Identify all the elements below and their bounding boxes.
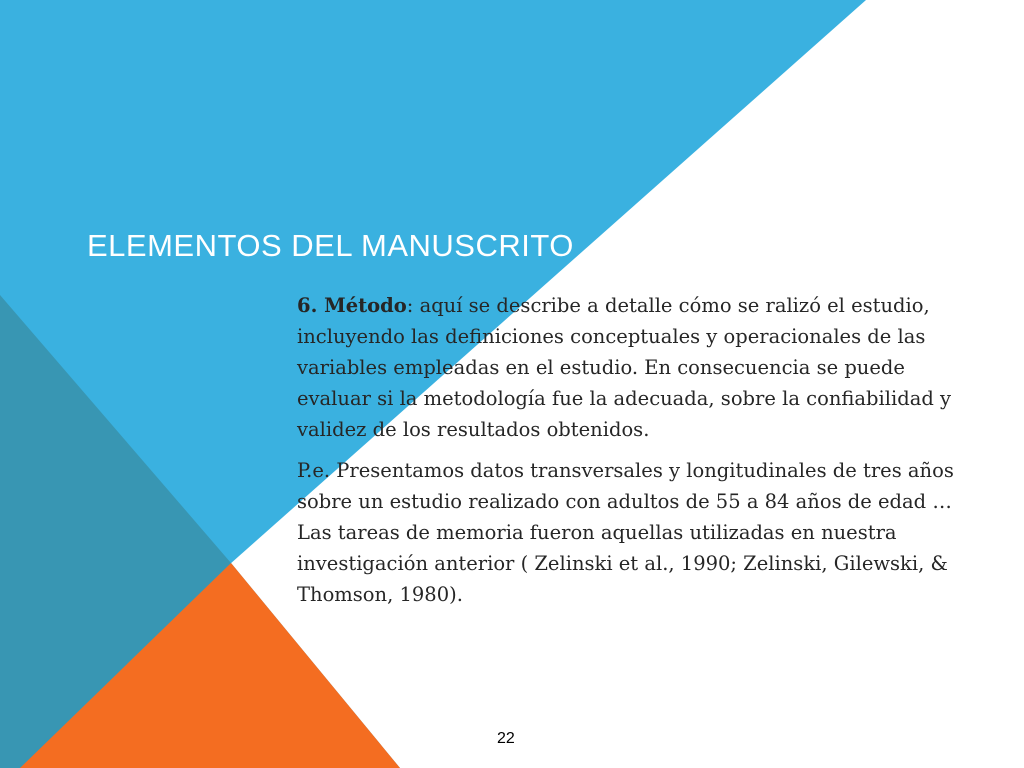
slide-body	[297, 290, 957, 620]
method-description: : aquí se describe a detalle cómo se ralizó el estudio, incluyendo las definiciones conceptuales y operacionales de las variables empleadas en el estudio. En consecuencia se puede evaluar si la metodología fue la adecuada, sobre la confiabilidad y validez de los resultados obtenidos.	[297, 294, 952, 441]
method-paragraph	[297, 290, 957, 445]
method-term: 6. Método	[297, 294, 407, 317]
page-number: 22	[497, 730, 515, 747]
slide-title: ELEMENTOS DEL MANUSCRITO	[87, 228, 574, 263]
example-paragraph: P.e. Presentamos datos transversales y longitudinales de tres años sobre un estudio realizado con adultos de 55 a 84 años de edad … Las tareas de memoria fueron aquellas utilizadas en nuestra investigación anterior ( Zelinski et al., 1990; Zelinski, Gilewski, & Thomson, 1980).	[297, 459, 954, 606]
